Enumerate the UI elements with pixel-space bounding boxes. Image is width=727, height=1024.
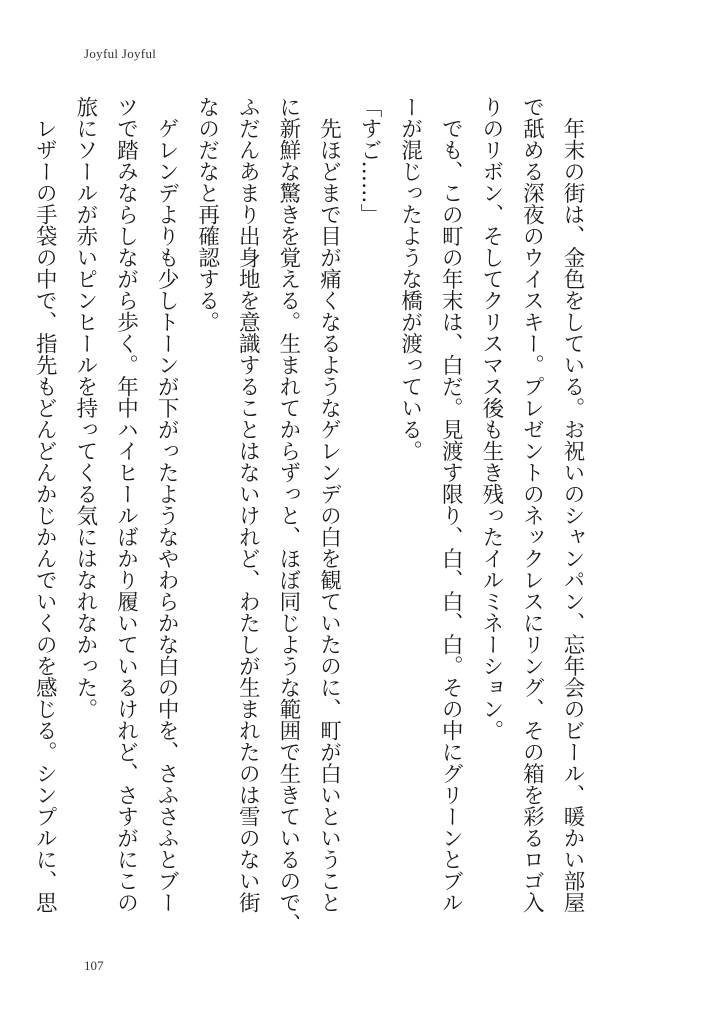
text-column: ーが混じったような橋が渡っている。 bbox=[397, 96, 423, 462]
text-column: 「すご……」 bbox=[357, 96, 383, 225]
text-column: レザーの手袋の中で、指先もどんどんかじかんでいくのを感じる。シンプルに、思 bbox=[32, 96, 58, 913]
text-column: 年末の街は、金色をしている。お祝いのシャンパン、忘年会のビール、暖かい部屋 bbox=[560, 96, 585, 913]
text-column: なのだなと再確認する。 bbox=[194, 96, 220, 333]
text-column: ゲレンデよりも少しトーンが下がったようなやわらかな白の中を、さふさふとブー bbox=[154, 96, 180, 913]
text-column: 先ほどまで目が痛くなるようなゲレンデの白を観ていたのに、町が白いということ bbox=[316, 96, 342, 913]
text-column: ふだんあまり出身地を意識することはないけれど、わたしが生まれたのは雪のない街 bbox=[235, 96, 261, 913]
page-number: 107 bbox=[84, 958, 104, 973]
text-column: に新鮮な驚きを覚える。生まれてからずっと、ほぼ同じような範囲で生きているので、 bbox=[275, 96, 301, 935]
text-column: りのリボン、そしてクリスマス後も生き残ったイルミネーション。 bbox=[478, 96, 504, 741]
text-column: ツで踏みならしながら歩く。年中ハイヒールばかり履いているけれど、さすがにこの bbox=[113, 96, 139, 913]
text-column: 旅にソールが赤いピンヒールを持ってくる気にはなれなかった。 bbox=[72, 96, 98, 720]
text-column: でも、この町の年末は、白だ。見渡す限り、白、白、白。その中にグリーンとブル bbox=[438, 96, 464, 913]
text-column: で舐める深夜のウイスキー。プレゼントのネックレスにリング、その箱を彩るロゴ入 bbox=[519, 96, 545, 913]
running-head: Joyful Joyful bbox=[84, 46, 157, 61]
body-text bbox=[32, 96, 592, 936]
